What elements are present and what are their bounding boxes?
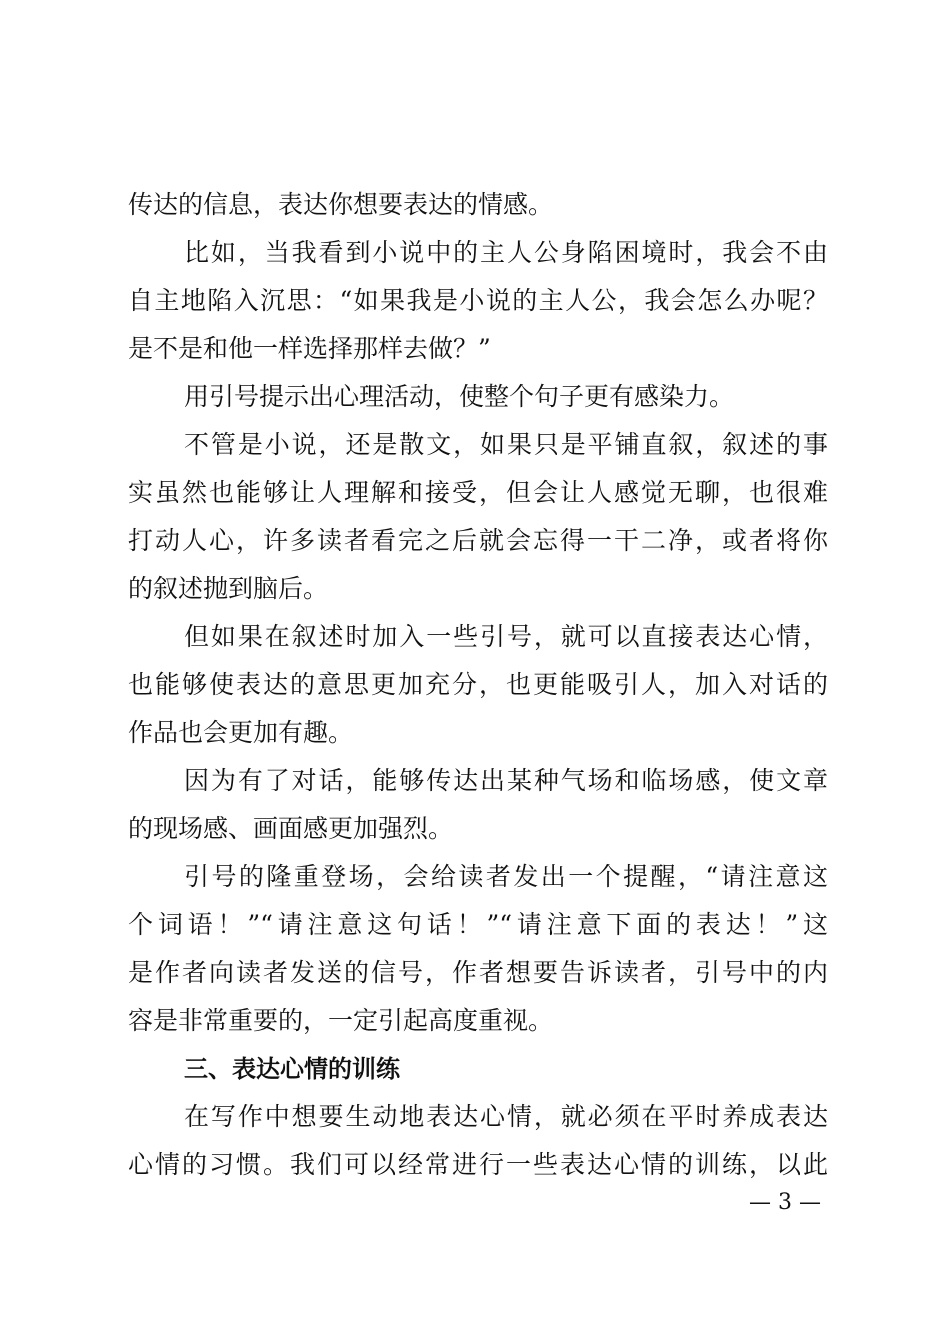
text-line: 但如果在叙述时加入一些引号，就可以直接表达心情， xyxy=(184,622,828,651)
text-line: 打动人心，许多读者看完之后就会忘得一干二净，或者将你 xyxy=(128,526,828,555)
page-body xyxy=(128,181,828,1189)
paragraph xyxy=(128,421,828,613)
text-line: 作品也会更加有趣。 xyxy=(128,718,354,747)
paragraph xyxy=(128,229,828,373)
text-line: 个词语！”“请注意这句话！”“请注意下面的表达！”这 xyxy=(128,910,828,939)
paragraph xyxy=(128,373,828,421)
paragraph xyxy=(128,757,828,853)
text-line: 心情的习惯。我们可以经常进行一些表达心情的训练，以此 xyxy=(128,1150,828,1179)
text-line: 用引号提示出心理活动，使整个句子更有感染力。 xyxy=(184,382,735,411)
paragraph xyxy=(128,181,828,229)
text-line: 自主地陷入沉思：“如果我是小说的主人公，我会怎么办呢？ xyxy=(128,286,828,315)
text-line: 在写作中想要生动地表达心情，就必须在平时养成表达 xyxy=(184,1102,828,1131)
page-number: — 3 — xyxy=(749,1190,821,1215)
text-line: 比如，当我看到小说中的主人公身陷困境时，我会不由 xyxy=(184,238,828,267)
text-line: 也能够使表达的意思更加充分，也更能吸引人，加入对话的 xyxy=(128,670,828,699)
text-line: 的现场感、画面感更加强烈。 xyxy=(128,814,454,843)
text-line: 不管是小说，还是散文，如果只是平铺直叙，叙述的事 xyxy=(184,430,828,459)
text-line: 传达的信息，表达你想要表达的情感。 xyxy=(128,190,554,219)
section-heading: 三、表达心情的训练 xyxy=(184,1055,400,1083)
text-line: 引号的隆重登场，会给读者发出一个提醒，“请注意这 xyxy=(184,862,828,891)
text-line: 实虽然也能够让人理解和接受，但会让人感觉无聊，也很难 xyxy=(128,478,828,507)
paragraph xyxy=(128,1093,828,1189)
paragraph xyxy=(128,853,828,1045)
text-line: 因为有了对话，能够传达出某种气场和临场感，使文章 xyxy=(184,766,828,795)
text-line: 是作者向读者发送的信号，作者想要告诉读者，引号中的内 xyxy=(128,958,828,987)
text-line: 容是非常重要的，一定引起高度重视。 xyxy=(128,1006,554,1035)
paragraph xyxy=(128,613,828,757)
text-line: 是不是和他一样选择那样去做？” xyxy=(128,334,491,363)
text-line: 的叙述抛到脑后。 xyxy=(128,574,329,603)
